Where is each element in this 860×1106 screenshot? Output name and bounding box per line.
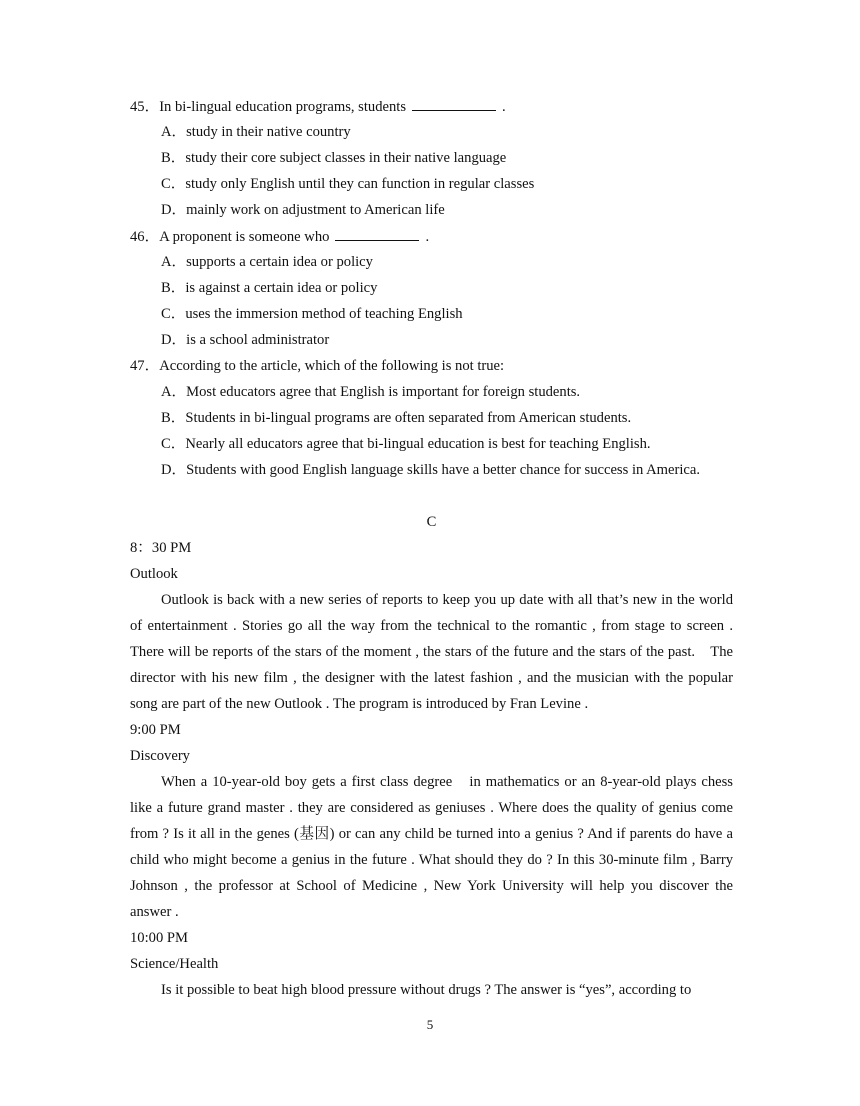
question-45-option-a: A．study in their native country <box>161 124 351 140</box>
question-47-stem: 47．According to the article, which of the following is not true: <box>130 358 505 374</box>
program-title: Discovery <box>130 748 190 764</box>
program-time: 10:00 PM <box>130 930 188 946</box>
program-time: 9:00 PM <box>130 722 181 738</box>
question-45-text: 45．In bi-lingual education programs, students <box>130 99 407 115</box>
question-45-option-b: B．study their core subject classes in their native language <box>161 150 507 166</box>
question-45-end: . <box>502 99 506 115</box>
question-47-option-d: D．Students with good English language skills have a better chance for success in America. <box>161 462 701 478</box>
question-46-option-c: C．uses the immersion method of teaching English <box>161 306 463 322</box>
program-description: Is it possible to beat high blood pressure without drugs ? The answer is “yes”, according to <box>161 982 692 998</box>
answer-blank <box>412 96 496 111</box>
question-46-stem <box>130 226 429 247</box>
program-description: Outlook is back with a new series of reports to keep you up date with all that’s new in the world of entertainment . Stories go all the way from the technical to the romantic , from stage to screen . There will be reports of the stars of the moment , the stars of the future and the stars of the past. The director with his new film , the designer with the latest fashion , and the musician with the popular song are part of the new Outlook . The program is introduced by Fran Levine . <box>130 592 733 712</box>
question-46-end: . <box>425 229 430 245</box>
question-46-option-d: D．is a school administrator <box>161 332 330 348</box>
section-heading: C <box>426 514 437 530</box>
page-number: 5 <box>426 1017 434 1032</box>
question-45-option-d: D．mainly work on adjustment to American life <box>161 202 445 218</box>
answer-blank <box>335 226 419 241</box>
question-47-option-a: A．Most educators agree that English is important for foreign students. <box>161 384 581 400</box>
question-47-option-c: C．Nearly all educators agree that bi-lingual education is best for teaching English. <box>161 436 651 452</box>
question-46-option-a: A．supports a certain idea or policy <box>161 254 373 270</box>
question-45-stem <box>130 96 506 117</box>
question-47-option-b: B．Students in bi-lingual programs are often separated from American students. <box>161 410 632 426</box>
program-time: 8：30 PM <box>130 540 192 556</box>
program-description: When a 10-year-old boy gets a first class degree in mathematics or an 8-year-old plays chess like a future grand master . they are considered as geniuses . Where does the quality of genius come from ? Is it all in the genes (基因) or can any child be turned into a genius ? And if parents do have a child who might become a genius in the future . What should they do ? In this 30-minute film , Barry Johnson , the professor at School of Medicine , New York University will help you discover the answer . <box>130 774 733 920</box>
question-46-text: 46．A proponent is someone who <box>130 229 330 245</box>
question-46-option-b: B．is against a certain idea or policy <box>161 280 378 296</box>
program-title: Science/Health <box>130 956 219 972</box>
question-45-option-c: C．study only English until they can function in regular classes <box>161 176 535 192</box>
program-title: Outlook <box>130 566 178 582</box>
